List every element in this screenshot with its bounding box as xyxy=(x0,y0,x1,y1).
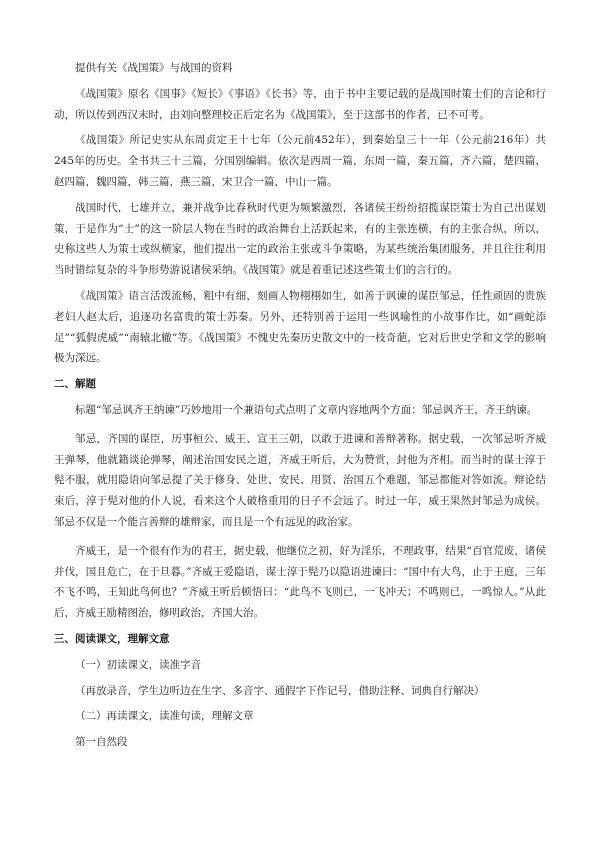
intro-title: 提供有关《战国策》与战国的资料 xyxy=(75,62,233,74)
section-3-subheading-2: （二）再读课文，读准句读，理解文章 xyxy=(75,710,254,723)
intro-paragraph-3: 战国时代，七雄并立，兼并战争比春秋时代更为频繁激烈，各诸侯王纷纷招揽谋臣策士为自己出谋划策，于是作为“士”的这一阶层人物在当时的政治舞台上活跃起来，有的主张连横，有的主张合纵，所以，史称这些人为策士或纵横家，他们提出一定的政治主张或斗争策略，为某些统治集团服务，并且往往利用当时错综复杂的斗争形势游说诸侯采纳。《战国策》就是着重记述这些策士们的言行的。 xyxy=(54,201,546,277)
section-3-heading: 三、阅读课文，理解文意 xyxy=(54,632,170,645)
section-2-paragraph-2: 邹忌，齐国的谋臣，历事桓公、威王、宣王三朝，以敢于进谏和善辩著称。据史载，一次邹忌听齐威王弹琴，他就籍谈论弹琴，阐述治国安民之道，齐威王听后，大为赞赏，封他为齐相。而当时的谋士淳于髡不服，就用隐语向邹忌提了关于修身、处世、安民、用贤、治国五个难题，邹忌都能对答如流。辩论结束后，淳于髡对他的仆人说，看来这个人破格重用的日子不会远了。时过一年，威王果然封邹忌为成侯。邹忌不仅是一个能言善辩的雄辩家，而且是一个有远见的政治家。 xyxy=(54,432,546,528)
intro-paragraph-1: 《战国策》原名《国事》《短长》《事语》《长书》等，由于书中主要记载的是战国时策士们的言论和行动，所以传到西汉末时，由刘向整理校正后定名为《战国策》，至于这部书的作者，已不可考。 xyxy=(54,87,546,121)
document-body xyxy=(54,58,546,753)
intro-paragraph-2: 《战国策》所记史实从东周贞定王十七年（公元前452年），到秦始皇三十一年（公元前216年）共245年的历史。全书共三十三篇，分国别编辑。依次是西周一篇，东周一篇，秦五篇，齐六篇，楚四篇，赵四篇，魏四篇，韩三篇，燕三篇，宋卫合一篇，中山一篇。 xyxy=(54,134,546,188)
section-2-paragraph-3: 齐威王，是一个很有作为的君王，据史载，他继位之初，好为淫乐，不理政事，结果“百官荒废，诸侯并伐，国且危亡，在于旦暮。”齐威王爱隐语，谋士淳于髡乃以隐语进谏曰：“国中有大鸟，止于王庭，三年不飞不鸣，王知此鸟何也？”齐威王听后顿悟曰：“此鸟不飞则已，一飞冲天；不鸣则已，一鸣惊人。”从此后，齐威王励精图治，修明政治，齐国大治。 xyxy=(54,544,546,620)
section-3-note: （再放录音，学生边听边在生字、多音字、通假字下作记号，借助注释、词典自行解决） xyxy=(75,684,485,697)
section-3-subheading-3: 第一自然段 xyxy=(75,736,128,749)
intro-paragraph-4: 《战国策》语言活泼流畅，粗中有细，刻画人物栩栩如生，如善于讽谏的谋臣邹忌，任性顽固的贵族老妇人赵太后，追逐功名富贵的策士苏秦。另外，还特别善于运用一些讽喻性的小故事作比，如“画蛇添足”“狐假虎威”“南辕北辙”等。《战国策》不愧史先秦历史散文中的一枝奇葩，它对后世史学和文学的影响极为深远。 xyxy=(54,289,546,365)
section-2-paragraph-1: 标题“邹忌讽齐王纳谏”巧妙地用一个兼语句式点明了文章内容地两个方面：邹忌讽齐王，齐王纳谏。 xyxy=(75,403,538,416)
section-3-subheading-1: （一）初读课文，读准字音 xyxy=(75,658,201,671)
section-2-heading: 二、解题 xyxy=(54,378,96,391)
